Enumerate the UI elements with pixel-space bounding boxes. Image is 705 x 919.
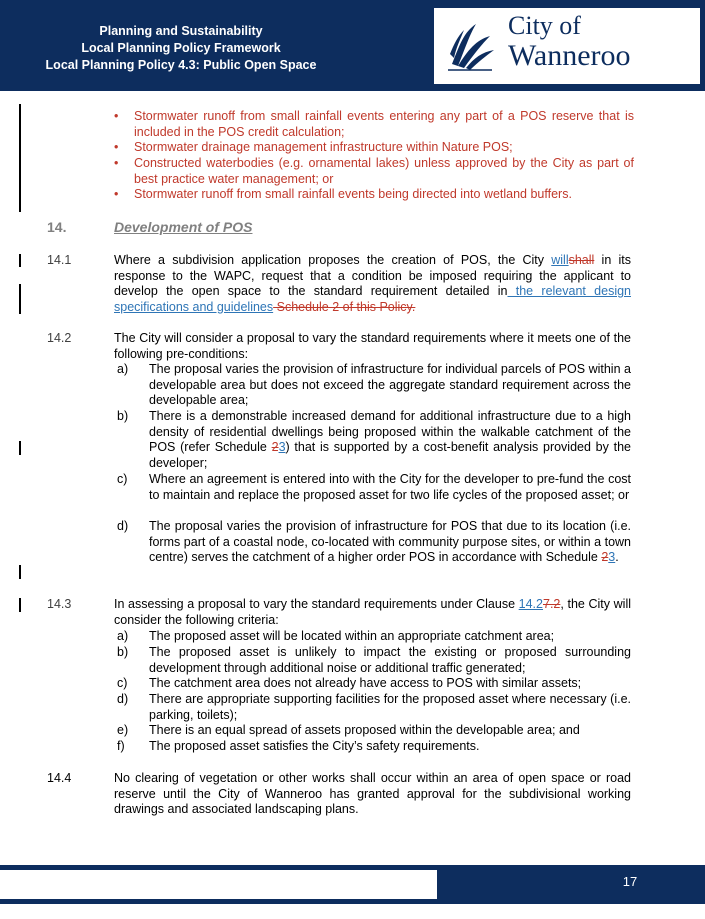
section-title: Development of POS (114, 219, 253, 235)
section-number: 14. (47, 219, 67, 235)
item-label: d) (117, 519, 129, 533)
bullet-marker: • (114, 109, 119, 123)
item-label: c) (117, 676, 128, 690)
inserted-text: will (551, 253, 569, 267)
header-line-3: Local Planning Policy 4.3: Public Open Space (45, 58, 317, 72)
item-label: e) (117, 723, 129, 737)
change-bar (19, 254, 21, 267)
text: ) that is supported by a cost-benefit analysis provided by the developer; (149, 440, 631, 470)
item-label: b) (117, 645, 129, 659)
clause-number: 14.2 (47, 331, 72, 345)
item-text: The catchment area does not already have access to POS with similar assets; (149, 676, 582, 690)
page-header (0, 0, 705, 91)
inserted-text: 3 (608, 550, 616, 564)
page-number: 17 (622, 874, 638, 889)
deleted-text: 7.2 (543, 597, 561, 611)
text: Where a subdivision application proposes the creation of POS, the City (114, 253, 552, 267)
city-logo (434, 8, 700, 84)
inserted-text: 14.2 (518, 597, 543, 611)
item-label: c) (117, 472, 128, 486)
header-line-2: Local Planning Policy Framework (81, 41, 281, 55)
deleted-text: 2 (271, 440, 279, 454)
item-label: a) (117, 362, 129, 376)
change-bar (19, 441, 21, 455)
bullet-marker: • (114, 140, 119, 154)
item-text: There are appropriate supporting facilities for the proposed asset where necessary (i.e. parking, toilets); (149, 692, 631, 722)
bullet-marker: • (114, 156, 119, 170)
text: , the City will consider the following criteria: (114, 597, 631, 627)
bullet-marker: • (114, 187, 119, 201)
change-bar (19, 284, 21, 314)
bullet-text: Stormwater drainage management infrastructure within Nature POS; (134, 140, 513, 154)
clause-number: 14.4 (47, 771, 72, 785)
inserted-text: 3 (278, 440, 286, 454)
clause-number: 14.1 (47, 253, 72, 267)
item-label: f) (117, 739, 125, 753)
change-bar (19, 565, 21, 579)
deleted-text: Schedule 2 of this Policy. (273, 299, 416, 314)
deleted-text: 2 (601, 550, 609, 564)
change-bar (19, 104, 21, 212)
logo-wordmark (508, 12, 631, 72)
item-text: Where an agreement is entered into with the City for the developer to pre-fund the cost to maintain and replace the proposed asset for two life cycles of the proposed asset; or (149, 472, 631, 502)
logo-line-2: Wanneroo (508, 39, 631, 72)
clause-number: 14.3 (47, 597, 72, 611)
inserted-text: the relevant design specifications and guidelines (114, 284, 631, 314)
item-text: There is an equal spread of assets proposed within the developable area; and (149, 723, 580, 737)
header-line-1: Planning and Sustainability (99, 24, 263, 38)
clause-14-1 (114, 253, 631, 315)
item-text: The proposed asset will be located within an appropriate catchment area; (149, 629, 555, 643)
item-text: The proposed asset is unlikely to impact the existing or proposed surrounding development through additional noise or additional traffic generated; (149, 645, 631, 675)
bullet-text: Stormwater runoff from small rainfall events being directed into wetland buffers. (134, 187, 572, 201)
item-label: a) (117, 629, 129, 643)
text: The proposal varies the provision of infrastructure for POS that due to its location (i.e. forms part of a coastal node, co-located with community purpose sites, or within a town centre) serves the catchment of a higher order POS in accordance with Schedule (149, 519, 631, 564)
bullet-text: Stormwater runoff from small rainfall events entering any part of a POS reserve that is included in the POS credit calculation; (134, 109, 634, 139)
item-text (149, 409, 631, 471)
swan-logo-icon (446, 14, 496, 74)
text: There is a demonstrable increased demand for additional infrastructure due to a high density of residential dwellings being proposed within the walkable catchment of the POS (refer Schedule (149, 409, 631, 454)
clause-14-3-intro (114, 597, 631, 628)
clause-14-2-intro: The City will consider a proposal to vary the standard requirements where it meets one of the following pre-conditions: (114, 331, 631, 361)
text: in its response to the WAPC, request that a condition be imposed requiring the applicant to develop the open space to the standard requirement detailed in (114, 253, 631, 298)
footer-panel (0, 870, 437, 899)
text: In assessing a proposal to vary the standard requirements under Clause (114, 597, 519, 611)
header-title (0, 23, 362, 74)
item-label: d) (117, 692, 129, 706)
item-text: The proposed asset satisfies the City’s safety requirements. (149, 739, 480, 753)
item-text (149, 519, 631, 566)
text: . (615, 550, 619, 564)
clause-14-4: No clearing of vegetation or other works shall occur within an area of open space or road reserve until the City of Wanneroo has granted approval for the subdivisional working drawings and associated landscaping plans. (114, 771, 631, 816)
deleted-text: shall (568, 253, 595, 267)
item-label: b) (117, 409, 129, 423)
bullet-text: Constructed waterbodies (e.g. ornamental lakes) unless approved by the City as part of best practice water management; or (134, 156, 634, 186)
logo-line-1: City of (508, 11, 581, 40)
change-bar (19, 598, 21, 612)
item-text: The proposal varies the provision of infrastructure for individual parcels of POS within a developable area but does not exceed the aggregate standard requirement across the developable area; (149, 362, 631, 407)
